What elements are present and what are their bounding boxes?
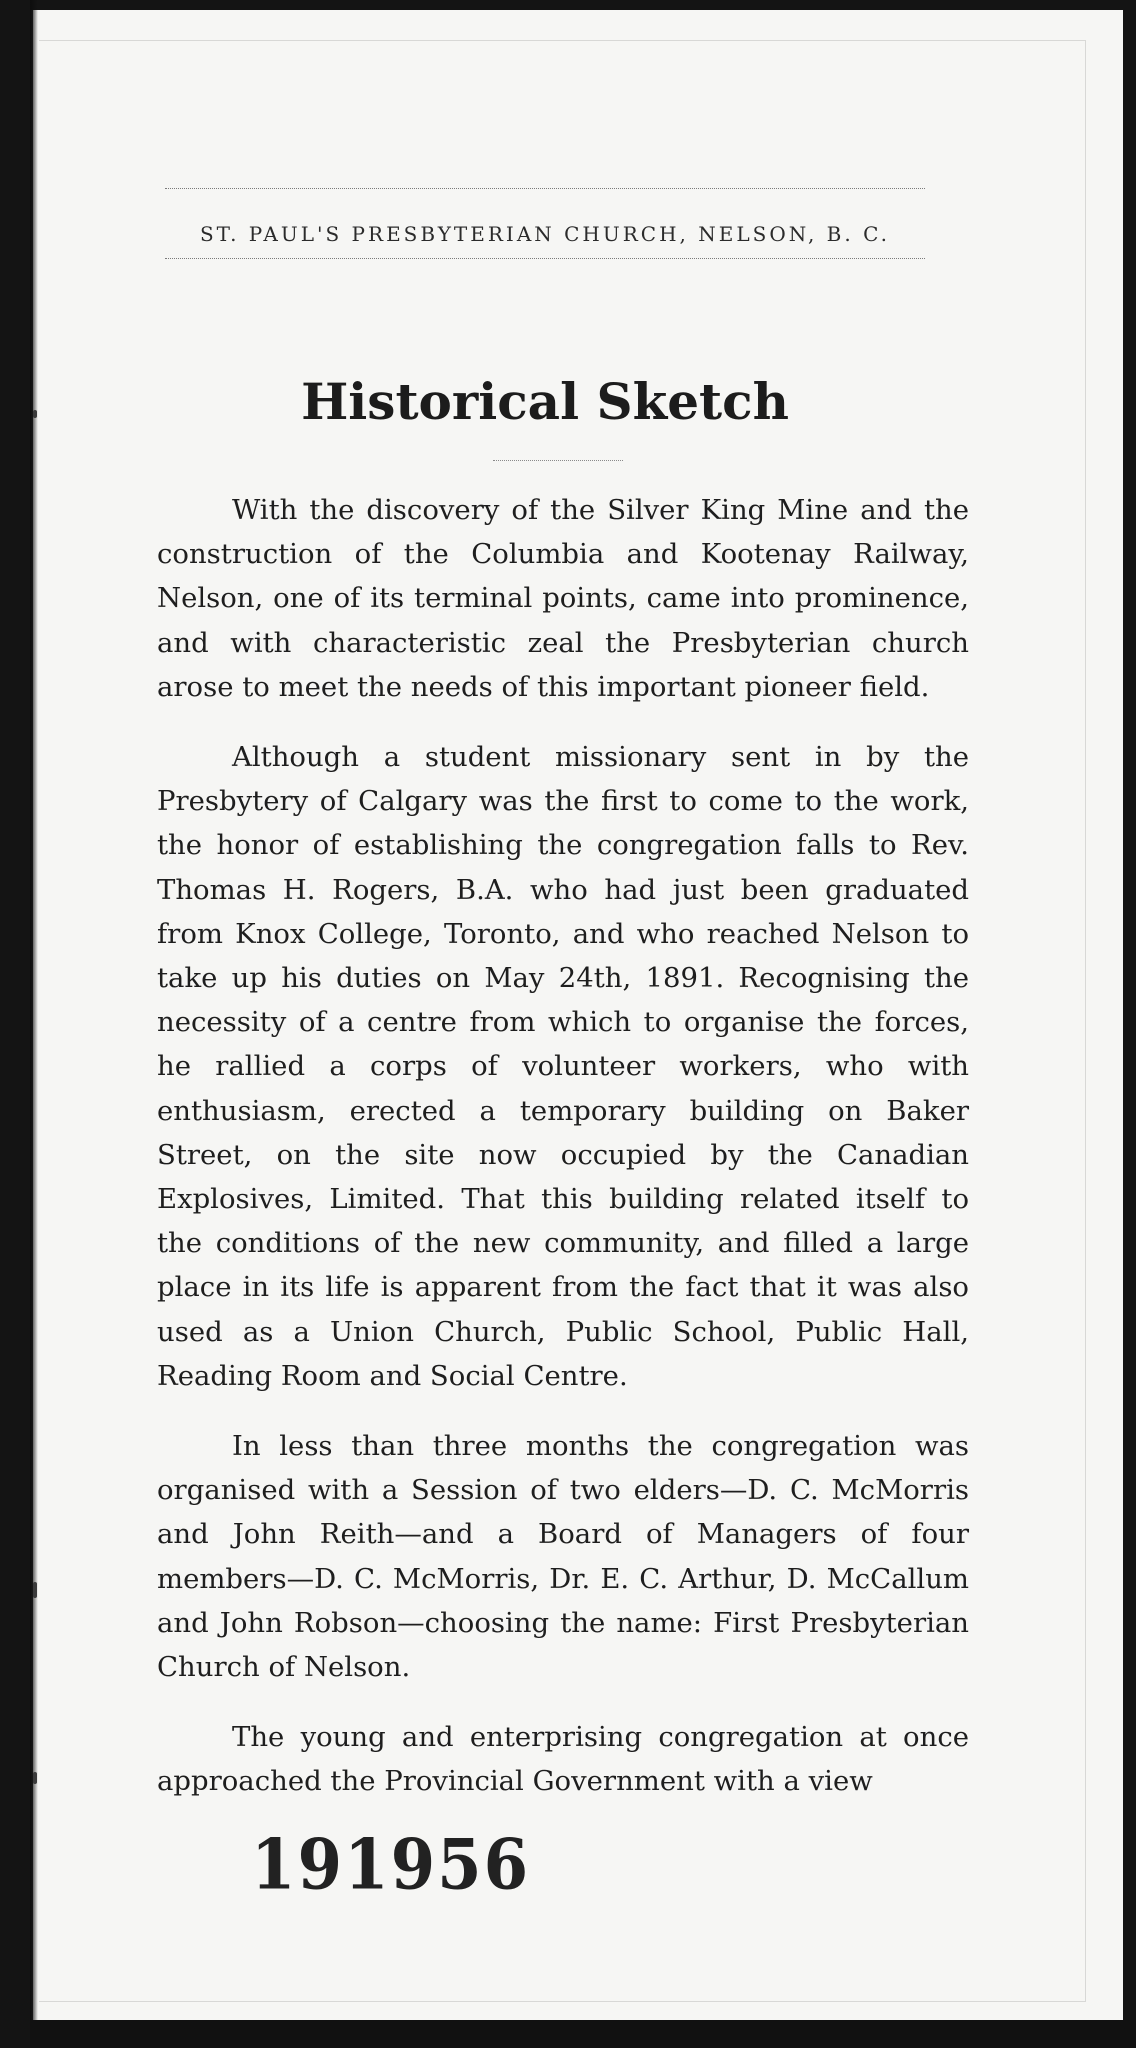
document-page [30,10,1123,2020]
paragraph-2: Although a student missionary sent in by the Presbytery of Calgary was the first to come to the work, the honor of establishing the congregation falls to Rev. Thomas H. Rogers, B.A. who had just been graduated from Knox College, Toronto, and who reached Nelson to take up his duties on May 24th, 1891. Recognising the necessity of a centre from which to organise the forces, he rallied a corps of volunteer workers, who with enthusiasm, erected a temporary building on Baker Street, on the site now occupied by the Canadian Explosives, Limited. That this building related itself to the conditions of the new community, and filled a large place in its life is apparent from the fact that it was also used as a Union Church, Public School, Public Hall, Reading Room and Social Centre. [157,741,969,1392]
title-rule [493,460,623,461]
page-title: Historical Sketch [301,372,789,431]
paragraph-4: The young and enterprising congregation at once approached the Provincial Government with a view [157,1721,969,1798]
running-head: ST. PAUL'S PRESBYTERIAN CHURCH, NELSON, B. C. [199,222,891,246]
margin-mark-3 [33,1772,37,1784]
stamped-accession-number: 191956 [251,1825,531,1906]
header-rule-top [165,188,925,189]
margin-mark-1 [33,410,37,418]
header-rule-bottom [165,258,925,259]
spine-shadow [30,0,38,2048]
paragraph-1: With the discovery of the Silver King Mine and the construction of the Columbia and Kootenay Railway, Nelson, one of its terminal points, came into prominence, and with characteristic zeal the Presbyterian church arose to meet the needs of this important pioneer field. [157,494,969,703]
paragraph-3: In less than three months the congregation was organised with a Session of two elders—D. C. McMorris and John Reith—and a Board of Managers of four members—D. C. McMorris, Dr. E. C. Arthur, D. McCallum and John Robson—choosing the name: First Presbyterian Church of Nelson. [157,1430,969,1684]
page-bottom-edge [30,2020,1136,2048]
body-text [157,488,969,1830]
margin-mark-2 [33,1582,37,1598]
